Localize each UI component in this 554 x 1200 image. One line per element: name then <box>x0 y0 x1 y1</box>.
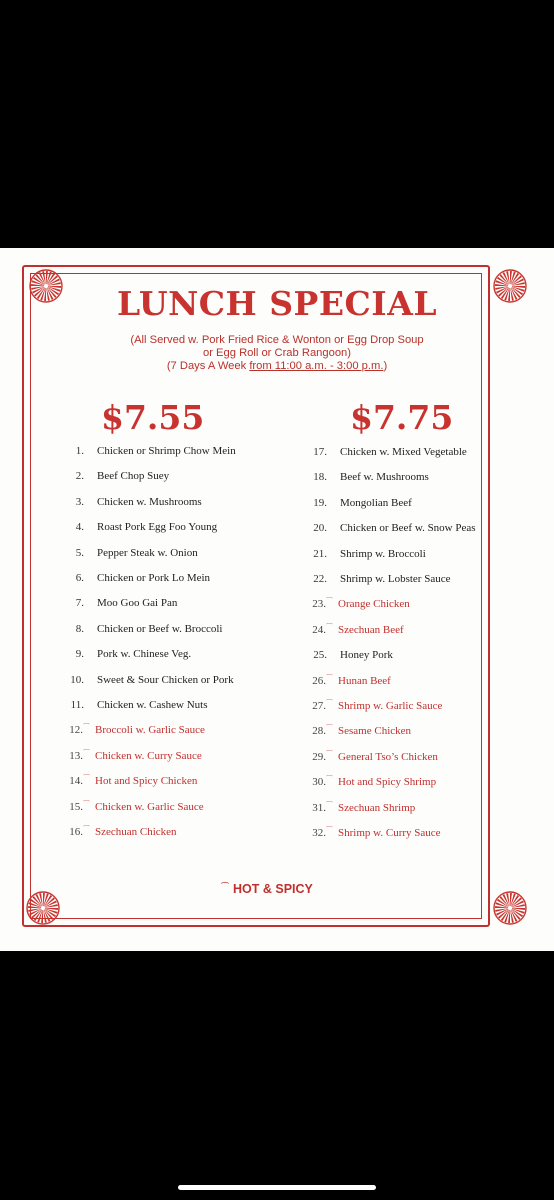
rosette-icon <box>493 891 527 925</box>
menu-item <box>312 800 416 814</box>
menu-item-name: Beef w. Mushrooms <box>340 471 429 484</box>
menu-item-number: 7. <box>75 597 84 610</box>
menu-item-name: Hot and Spicy Chicken <box>95 775 198 788</box>
menu-item-number: 17. <box>313 446 327 458</box>
menu-item <box>312 775 437 789</box>
menu-title: LUNCH SPECIAL <box>116 284 438 323</box>
menu-item-number: 26. ⌒ <box>312 673 333 687</box>
menu-item-number: 22. <box>313 573 327 585</box>
menu-item-number: 29. ⌒ <box>312 749 333 763</box>
menu-item <box>70 699 208 711</box>
menu-item-name: Hunan Beef <box>338 674 391 687</box>
chili-pepper-icon: ⌒ <box>326 673 333 682</box>
menu-item <box>75 597 178 610</box>
menu-item <box>312 597 410 611</box>
menu-item-number: 11. <box>70 699 84 711</box>
menu-item-name: Pepper Steak w. Onion <box>97 546 198 559</box>
subtitle-line-2: or Egg Roll or Crab Rangoon) <box>203 347 351 359</box>
rosette-icon <box>26 891 60 925</box>
menu-item <box>70 673 234 686</box>
menu-item <box>69 748 202 762</box>
chili-pepper-icon: ⌒ <box>83 799 90 808</box>
menu-item <box>313 649 393 662</box>
menu-item-number: 12. ⌒ <box>69 723 90 737</box>
menu-item <box>313 547 426 560</box>
menu-item-name: Moo Goo Gai Pan <box>97 597 178 610</box>
menu-item-name: Mongolian Beef <box>340 496 412 509</box>
menu-item <box>69 774 198 788</box>
hours: from 11:00 a.m. - 3:00 p.m. <box>249 360 384 372</box>
home-indicator[interactable] <box>178 1185 376 1190</box>
menu-item-number: 3. <box>75 495 84 508</box>
menu-item-number: 32. ⌒ <box>312 826 333 839</box>
menu-item-name: Sweet & Sour Chicken or Pork <box>97 673 234 686</box>
subtitle-line-3: (7 Days A Week from 11:00 a.m. - 3:00 p.m.) <box>166 360 388 372</box>
menu-item <box>69 799 204 813</box>
menu-item-name: Hot and Spicy Shrimp <box>338 776 437 789</box>
menu-item <box>312 622 404 636</box>
menu-item-name: Orange Chicken <box>338 598 410 611</box>
menu-item <box>75 648 192 661</box>
menu-item-number: 27. ⌒ <box>312 699 333 712</box>
menu-item <box>313 496 412 509</box>
menu-item <box>312 724 412 738</box>
menu-item <box>75 572 211 584</box>
menu-item-name: Chicken w. Mixed Vegetable <box>340 446 467 458</box>
menu-item-name: Shrimp w. Lobster Sauce <box>340 573 451 585</box>
menu-item-number: 25. <box>313 649 327 662</box>
menu-item-number: 5. <box>75 546 84 559</box>
menu-item-name: Szechuan Chicken <box>95 826 177 838</box>
chili-pepper-icon: ⌒ <box>326 597 333 606</box>
menu-item-number: 16. ⌒ <box>69 825 90 838</box>
menu-item-number: 23. ⌒ <box>312 597 333 611</box>
menu-item-number: 8. <box>75 622 84 635</box>
menu-item <box>69 825 177 838</box>
menu-item-number: 4. <box>75 521 84 534</box>
menu-item-name: Chicken w. Mushrooms <box>97 495 202 508</box>
menu-item-name: Shrimp w. Curry Sauce <box>338 827 441 839</box>
menu-item-name: General Tso’s Chicken <box>338 750 438 763</box>
chili-pepper-icon: ⌒ <box>326 749 333 758</box>
menu-item-name: Chicken or Shrimp Chow Mein <box>97 445 236 457</box>
menu-item <box>69 723 205 737</box>
price-right: $7.75 <box>350 398 454 437</box>
chili-pepper-icon: ⌒ <box>326 826 333 834</box>
menu-item-number: 2. <box>75 470 84 483</box>
menu-item-name: Broccoli w. Garlic Sauce <box>95 724 205 737</box>
menu-item <box>312 673 391 687</box>
menu-item-name: Chicken or Pork Lo Mein <box>97 572 211 584</box>
menu-item-number: 1. <box>75 445 84 457</box>
menu-item-number: 28. ⌒ <box>312 724 333 738</box>
chili-pepper-icon: ⌒ <box>326 699 333 707</box>
chili-pepper-icon: ⌒ <box>83 723 90 732</box>
menu-item-name: Sesame Chicken <box>338 725 412 738</box>
menu-item-name: Chicken w. Garlic Sauce <box>95 800 204 813</box>
menu-item-number: 31. ⌒ <box>312 800 333 814</box>
menu-item-number: 10. <box>70 673 84 686</box>
menu-item-name: Chicken or Beef w. Snow Peas <box>340 522 476 535</box>
chili-pepper-icon: ⌒ <box>326 724 333 733</box>
menu-item-number: 15. ⌒ <box>69 799 90 813</box>
menu-item <box>75 521 218 534</box>
menu-item <box>312 749 438 763</box>
menu-item-name: Roast Pork Egg Foo Young <box>97 521 218 534</box>
menu-item <box>313 522 476 535</box>
menu-item-number: 21. <box>313 547 327 560</box>
menu-item-name: Beef Chop Suey <box>97 470 170 483</box>
menu-item-number: 9. <box>75 648 84 661</box>
menu-subtitle <box>0 334 554 373</box>
menu-item-name: Chicken w. Cashew Nuts <box>97 699 208 711</box>
menu-item-name: Chicken w. Curry Sauce <box>95 749 202 762</box>
menu-item-number: 20. <box>313 522 327 535</box>
menu-item <box>312 826 441 839</box>
menu-item <box>75 495 202 508</box>
menu-item-number: 13. ⌒ <box>69 748 90 762</box>
menu-item <box>75 470 170 483</box>
chili-pepper-icon: ⌒ <box>83 825 90 833</box>
menu-item-number: 18. <box>313 471 327 484</box>
chili-pepper-icon: ⌒ <box>326 622 333 631</box>
menu-item-name: Honey Pork <box>340 649 393 662</box>
menu-item <box>312 699 443 712</box>
menu-item <box>313 446 467 458</box>
menu-item-name: Pork w. Chinese Veg. <box>97 648 192 661</box>
menu-item-number: 19. <box>313 496 327 509</box>
menu-item <box>313 573 451 585</box>
chili-pepper-icon: ⌒ <box>221 882 229 891</box>
chili-pepper-icon: ⌒ <box>83 774 90 783</box>
chili-pepper-icon: ⌒ <box>326 775 333 784</box>
subtitle-line-1: (All Served w. Pork Fried Rice & Wonton or Egg Drop Soup <box>130 334 424 346</box>
menu-item-number: 6. <box>75 572 84 584</box>
menu-image <box>0 248 554 951</box>
menu-item-number: 14. ⌒ <box>69 774 90 788</box>
menu-item <box>75 622 223 635</box>
chili-pepper-icon: ⌒ <box>83 748 90 757</box>
menu-item-name: Shrimp w. Garlic Sauce <box>338 700 443 712</box>
price-left: $7.55 <box>101 398 205 437</box>
menu-item <box>313 471 429 484</box>
menu-item-name: Szechuan Shrimp <box>338 801 416 814</box>
spicy-legend <box>221 882 313 896</box>
menu-item-number: 24. ⌒ <box>312 622 333 636</box>
menu-item-name: Chicken or Beef w. Broccoli <box>97 622 223 635</box>
menu-item <box>75 546 198 559</box>
chili-pepper-icon: ⌒ <box>326 800 333 809</box>
menu-item <box>75 445 236 457</box>
legend-label: HOT & SPICY <box>233 882 313 896</box>
menu-item-number: 30. ⌒ <box>312 775 333 789</box>
menu-item-name: Szechuan Beef <box>338 623 404 636</box>
menu-item-name: Shrimp w. Broccoli <box>340 547 426 560</box>
